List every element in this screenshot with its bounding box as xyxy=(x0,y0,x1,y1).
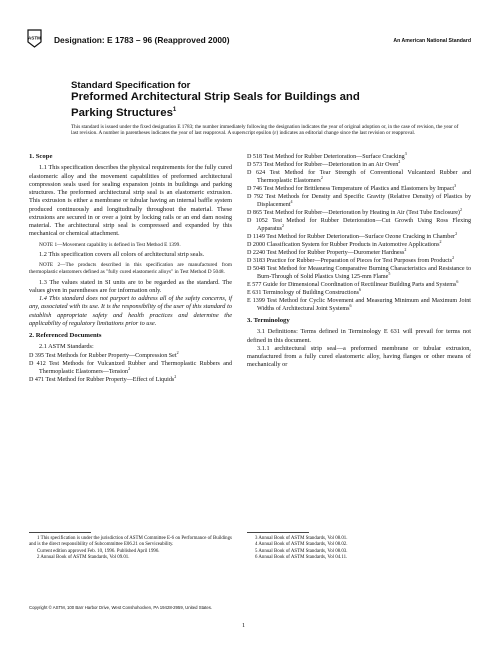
reference-item: D 5048 Test Method for Measuring Comparative Burning Characteristics and Resistance to Burn-Through of Solid Plastics Using 125-mm Flame$^5$ xyxy=(247,266,471,280)
paragraph-3-1: 3.1 Definitions: Terms defined in Terminology E 631 will prevail for terms not defined in this document. xyxy=(247,328,471,344)
paragraph-3-1-1: 3.1.1 architectural strip seal—a preformed membrane or tubular extrusion, manufactured from a fully cured elastomeric alloy, having flanges or other means of mechanically or xyxy=(247,344,471,369)
reference-item: D 3183 Practice for Rubber—Preparation of Pieces for Test Purposes from Products$^2$ xyxy=(247,254,455,264)
title-line-3: Parking Structures$^1$ xyxy=(71,106,177,119)
reference-item: D 624 Test Method for Tear Strength of Conventional Vulcanized Rubber and Thermoplastic Elastomers$^2$ xyxy=(247,170,471,184)
title-line-1: Standard Specification for xyxy=(71,80,191,91)
reference-item: D 518 Test Method for Rubber Deterioration—Surface Cracking$^3$ xyxy=(247,150,407,160)
document-title xyxy=(71,80,401,119)
reference-item: D 2240 Test Method for Rubber Property—Durometer Hardness$^2$ xyxy=(247,246,407,256)
title-footnote-mark: 1 xyxy=(172,106,177,113)
note-1: NOTE 1—Movement capability is defined in Test Method E 1399. xyxy=(39,241,181,248)
reference-item: D 865 Test Method for Rubber—Deterioration by Heating in Air (Test Tube Enclosure)$^2$ xyxy=(247,206,462,216)
national-standard-label: An American National Standard xyxy=(393,38,471,44)
footnote: 1 This specification is under the jurisdiction of ASTM Committee E-6 on Performance of Buildings and is the direct responsibility of Subcommittee E06.21 on Serviceability. xyxy=(29,536,232,548)
footnote: 2 Annual Book of ASTM Standards, Vol 09.01. xyxy=(37,555,130,561)
reference-item: D 1052 Test Method for Rubber Deterioration—Cut Growth Using Ross Flexing Apparatus$^2$ xyxy=(247,218,471,232)
footnote: 6 Annual Book of ASTM Standards, Vol 04.11. xyxy=(255,555,348,561)
reference-item: D 2000 Classification System for Rubber Products in Automotive Applications$^2$ xyxy=(247,238,442,248)
section-terminology-heading: 3. Terminology xyxy=(247,317,290,324)
designation: Designation: E 1783 – 96 (Reapproved 2000) xyxy=(54,35,230,45)
reference-item: E 1399 Test Method for Cyclic Movement and Measuring Minimum and Maximum Joint Widths of Architectural Joint Systems$^6$ xyxy=(247,298,471,312)
right-column xyxy=(247,150,471,370)
title-line-2: Preformed Architectural Strip Seals for Buildings and xyxy=(71,91,360,103)
paragraph-1-3: 1.3 The values stated in SI units are to be regarded as the standard. The values given in parentheses are for information only. xyxy=(29,278,232,294)
reference-item: E 577 Guide for Dimensional Coordination of Rectilinear Building Parts and Systems$^6$ xyxy=(247,278,459,288)
footnote-rule-left xyxy=(29,532,91,533)
footnote: Current edition approved Feb. 10, 1996. Published April 1996. xyxy=(37,548,160,554)
footnote: 3 Annual Book of ASTM Standards, Vol 08.01. xyxy=(255,536,348,541)
footnote: 4 Annual Book of ASTM Standards, Vol 08.02. xyxy=(255,542,348,548)
reference-item: D 471 Test Method for Rubber Property—Effect of Liquids$^2$ xyxy=(29,373,177,383)
note-2: NOTE 2—The products described in this specification are manufactured from thermoplastic elastomers defined as "fully cured elastomeric alloys" in Test Method D 5048. xyxy=(29,262,232,275)
footnote: 5 Annual Book of ASTM Standards, Vol 08.03. xyxy=(255,548,348,554)
reference-item: D 792 Test Methods for Density and Specific Gravity (Relative Density) of Plastics by Displacement$^4$ xyxy=(247,194,471,208)
paragraph-1-2: 1.2 This specification covers all colors of architectural strip seals. xyxy=(39,251,205,259)
reference-item: D 573 Test Method for Rubber—Deterioration in an Air Oven$^2$ xyxy=(247,158,401,168)
reference-item: D 1149 Test Method for Rubber Deterioration—Surface Ozone Cracking in Chamber$^2$ xyxy=(247,230,458,240)
copyright: Copyright © ASTM, 100 Barr Harbor Drive, West Conshohocken, PA 19428-2959, United States. xyxy=(29,605,213,610)
reference-list-right xyxy=(247,150,471,313)
footnote-rule-right xyxy=(247,532,309,533)
standard-notice: This standard is issued under the fixed designation E 1783; the number immediately following the designation indicates the year of original adoption or, in the case of revision, the year of last revision. A number in parentheses indicates the year of last reapproval. A superscript epsilon (ε) indicates an editorial change since the last revision or reapproval. xyxy=(71,124,459,137)
page-number: 1 xyxy=(242,622,246,629)
reference-item: D 746 Test Method for Brittleness Temperature of Plastics and Elastomers by Impact$^3$ xyxy=(247,182,457,192)
section-scope-heading: 1. Scope xyxy=(29,153,53,160)
astm-standards-label: 2.1 ASTM Standards: xyxy=(39,343,94,351)
paragraph-1-1: 1.1 This specification describes the physical requirements for the fully cured elastomeric alloy and the movement capabilities of preformed architectural compression seals used for sealing expansion joints in buildings and parking structures. The preformed architectural strip seal is an elastomeric extrusion. This extrusion is either a membrane or tubular having an internal baffle system produced continuously and longitudinally throughout the material. These extrusions are secured in or over a joint by locking rails or an end dam nosing material. The architectural strip seal is compressed and expanded by this mechanical or chemical attachment. xyxy=(29,164,232,238)
paragraph-1-4: 1.4 This standard does not purport to address all of the safety concerns, if any, associated with its use. It is the responsibility of the user of this standard to establish appropriate safety and health practices and determine the applicability of regulatory limitations prior to use. xyxy=(29,295,232,327)
reference-item: D 395 Test Methods for Rubber Property—Compression Set$^2$ xyxy=(29,349,179,359)
astm-logo xyxy=(26,29,43,48)
left-column xyxy=(29,153,232,384)
footnotes-right xyxy=(247,536,471,562)
section-referenced-documents-heading: 2. Referenced Documents xyxy=(29,332,102,340)
footnotes-left xyxy=(29,536,232,562)
reference-list-left xyxy=(29,349,232,384)
reference-item: D 412 Test Methods for Vulcanized Rubber and Thermoplastic Rubbers and Thermoplastic Elastomers—Tension$^2$ xyxy=(29,360,232,375)
svg-text:ASTM: ASTM xyxy=(27,35,42,41)
reference-item: E 631 Terminology of Building Constructions$^6$ xyxy=(247,286,362,296)
